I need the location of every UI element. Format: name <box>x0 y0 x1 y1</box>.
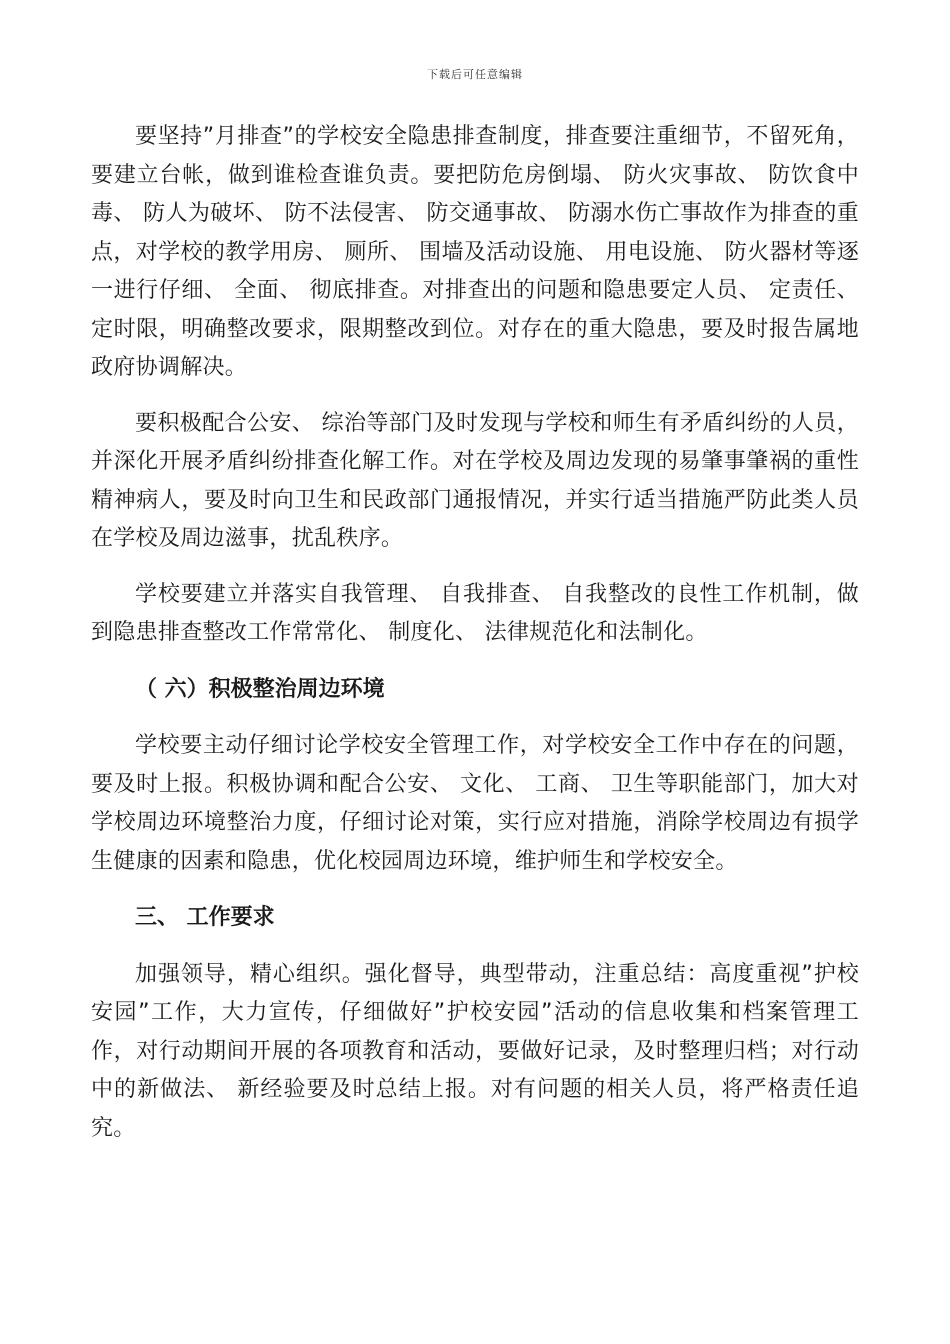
header-note: 下载后可任意编辑 <box>427 68 523 81</box>
paragraph-requirements: 加强领导，精心组织。强化督导，典型带动，注重总结：高度重视”护校安园”工作，大力宣传，仔细做好”护校安园”活动的信息收集和档案管理工作，对行动期间开展的各项教育和活动，要做好记录，及时整理归档；对行动中的新做法、 新经验要及时总结上报。对有问题的相关人员，将严格责任追究。 <box>91 961 859 1141</box>
section-heading-requirements: 三、 工作要求 <box>135 905 275 930</box>
paragraph-environment: 学校要主动仔细讨论学校安全管理工作，对学校安全工作中存在的问题，要及时上报。积极协调和配合公安、 文化、 工商、 卫生等职能部门，加大对学校周边环境整治力度，仔细讨论对策，实行应对措施，消除学校周边有损学生健康的因素和隐患，优化校园周边环境，维护师生和学校安全。 <box>91 733 859 874</box>
paragraph-self-management: 学校要建立并落实自我管理、 自我排查、 自我整改的良性工作机制，做到隐患排查整改工作常常化、 制度化、 法律规范化和法制化。 <box>91 581 859 645</box>
document-body <box>91 118 859 1148</box>
paragraph-dispute-resolution: 要积极配合公安、 综治等部门及时发现与学校和师生有矛盾纠纷的人员，并深化开展矛盾纠纷排查化解工作。对在学校及周边发现的易肇事肇祸的重性精神病人，要及时向卫生和民政部门通报情况，并实行适当措施严防此类人员在学校及周边滋事，扰乱秩序。 <box>91 410 859 551</box>
paragraph-hazard-inspection: 要坚持”月排查”的学校安全隐患排查制度，排查要注重细节，不留死角，要建立台帐，做到谁检查谁负责。要把防危房倒塌、 防火灾事故、 防饮食中毒、 防人为破坏、 防不法侵害、 防交通事故、 防溺水伤亡事故作为排查的重点，对学校的教学用房、 厕所、 围墙及活动设施、 用电设施、 防火器材等逐一进行仔细、 全面、 彻底排查。对排查出的问题和隐患要定人员、 定责任、 定时限，明确整改要求，限期整改到位。对存在的重大隐患，要及时报告属地政府协调解决。 <box>91 124 859 380</box>
section-heading-environment: （ 六）积极整治周边环境 <box>135 676 385 702</box>
